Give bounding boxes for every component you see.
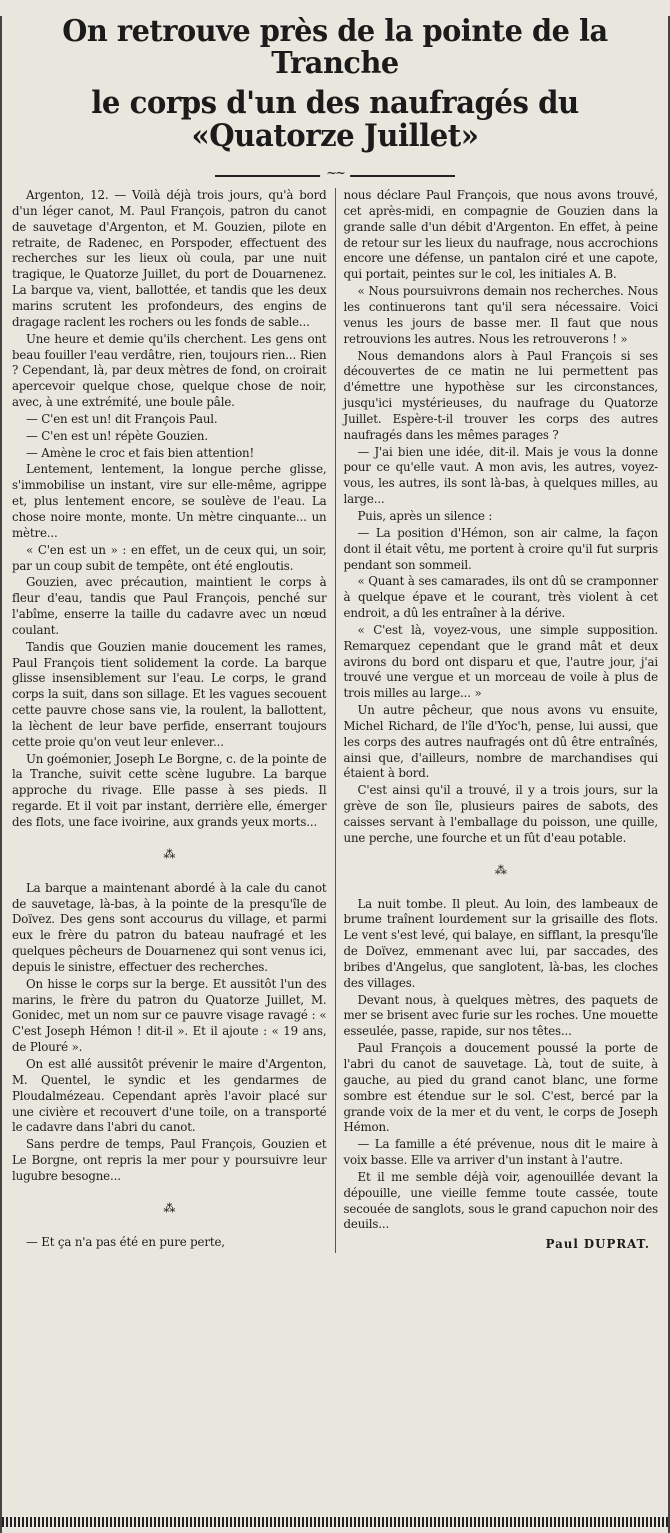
paragraph: — C'en est un! dit François Paul.	[26, 411, 218, 426]
paragraph: Tandis que Gouzien manie doucement les rames, Paul François tient solidement la corde. La barque glisse insensiblement sur l'eau. Le corps, le grand corps la suit, dans son sillage. Et les vagues secouent cette pauvre chose sans vie, la roulent, la ballottent, la lèchent de leur bave perfide, enserrant toujours cette proie qu'on veut leur enlever...	[12, 639, 327, 749]
paragraph: Devant nous, à quelques mètres, des paquets de mer se brisent avec furie sur les roches. Une mouette esseulée, passe, rapide, sur nos têtes...	[343, 992, 658, 1039]
paragraph: — J'ai bien une idée, dit-il. Mais je vous la donne pour ce qu'elle vaut. A mon avis, les autres, voyez-vous, les autres, ils sont là-bas, à quelques milles, au large...	[343, 444, 658, 507]
paragraph: — Et ça n'a pas été en pure perte,	[26, 1234, 225, 1249]
section-separator: ⁂	[494, 862, 507, 877]
paragraph: Lentement, lentement, la longue perche glisse, s'immobilise un instant, vire sur elle-même, agrippe et, plus lentement encore, se soulève de l'eau. La chose noire monte, monte. Un mètre cinquante... un mètre...	[12, 462, 327, 540]
headline-line-1: On retrouve près de la pointe de la Tranche	[62, 14, 608, 81]
paragraph: Nous demandons alors à Paul François si ses découvertes de ce matin ne lui permettent pas d'émettre une hypothèse sur les circonstances, jusqu'ici mystérieuses, du naufrage du Quatorze Juillet. Espère-t-il trouver les corps des autres naufragés dans les mêmes parages ?	[343, 348, 658, 442]
bottom-rule	[2, 1517, 668, 1527]
left-column	[12, 188, 336, 1253]
paragraph: Paul François a doucement poussé la porte de l'abri du canot de sauvetage. Là, tout de suite, à gauche, au pied du grand canot blanc, une forme sombre est étendue sur le sol. C'est, bercé par la grande voix de la mer et du vent, le corps de Joseph Hémon.	[343, 1041, 658, 1135]
paragraph: « Nous poursuivrons demain nos recherches. Nous les continuerons tant qu'il sera nécessaire. Voici venus les jours de basse mer. Il faut que nous retrouvions les autres. Nous les retrouverons ! »	[343, 284, 658, 346]
paragraph: C'est ainsi qu'il a trouvé, il y a trois jours, sur la grève de son île, plusieurs paires de sabots, des caisses servant à l'emballage du poisson, une quille, une perche, une fourche et un fût d'eau potable.	[343, 783, 658, 845]
paragraph: « C'est là, voyez-vous, une simple supposition. Remarquez cependant que le grand mât et deux avirons du bord ont disparu et que, l'autre jour, j'ai trouvé une vergue et un morceau de voile à plus de trois milles au large... »	[343, 622, 658, 701]
paragraph: Un autre pêcheur, que nous avons vu ensuite, Michel Richard, de l'île d'Yoc'h, pense, lui aussi, que les corps des autres naufragés ont dû être entraînés, ainsi que, d'ailleurs, nombre de marchandises qui étaient à bord.	[343, 703, 658, 781]
paragraph: Une heure et demie qu'ils cherchent. Les gens ont beau fouiller l'eau verdâtre, rien, toujours rien... Rien ? Cependant, là, par deux mètres de fond, on croirait apercevoir quelque chose, quelque chose de noir, avec, à une extrémité, une boule pâle.	[12, 331, 327, 410]
newspaper-page	[0, 16, 670, 1533]
paragraph: On est allé aussitôt prévenir le maire d'Argenton, M. Quentel, le syndic et les gendarmes de Ploudalmézeau. Cependant après l'avoir placé sur une civière et recouvert d'une toile, on a transporté le cadavre dans l'abri du canot.	[12, 1056, 327, 1135]
paragraph: — Amène le croc et fais bien attention!	[26, 445, 255, 460]
paragraph: nous déclare Paul François, que nous avons trouvé, cet après-midi, en compagnie de Gouzien dans la grande salle d'un débit d'Argenton. En effet, à peine de retour sur les lieux du naufrage, nous accrochions encore une défense, un pantalon ciré et une capote, qui portait, peintes sur le col, les initiales A. B.	[343, 188, 658, 282]
paragraph: La barque a maintenant abordé à la cale du canot de sauvetage, là-bas, à la pointe de la presqu'île de Doïvez. Des gens sont accourus du village, et parmi eux le frère du patron du bateau naufragé et les quelques pêcheurs de Douarnenez qui sont venus ici, depuis le sinistre, effectuer des recherches.	[12, 880, 327, 974]
paragraph: On hisse le corps sur la berge. Et aussitôt l'un des marins, le frère du patron du Quatorze Juillet, M. Gonidec, met un nom sur ce pauvre visage ravagé : « C'est Joseph Hémon ! dit-il ». Et il ajoute : « 19 ans, de Plouré ».	[12, 976, 327, 1055]
headline-line-2: le corps d'un des naufragés du «Quatorze Juillet»	[91, 85, 579, 154]
right-column	[336, 188, 659, 1253]
paragraph: « C'en est un » : en effet, un de ceux qui, un soir, par un coup subit de tempête, ont été engloutis.	[12, 542, 327, 573]
paragraph: Gouzien, avec précaution, maintient le corps à fleur d'eau, tandis que Paul François, penché sur l'abîme, enserre la taille du cadavre avec un nœud coulant.	[12, 575, 327, 637]
author-signature: Paul DUPRAT.	[545, 1237, 650, 1252]
paragraph: Puis, après un silence :	[357, 508, 493, 523]
paragraph: Un goémonier, Joseph Le Borgne, c. de la pointe de la Tranche, suivit cette scène lugubre. La barque approche du rivage. Elle passe à ses pieds. Il regarde. Et il voit par instant, derrière elle, émerger des flots, une face ivoirine, aux grands yeux morts...	[12, 751, 327, 829]
section-separator: ⁂	[163, 1200, 176, 1215]
ornament-divider	[12, 162, 658, 176]
paragraph: « Quant à ses camarades, ils ont dû se cramponner à quelque épave et le courant, très violent à cet endroit, a dû les entraîner à la dérive.	[343, 574, 658, 621]
paragraph: — C'en est un! répète Gouzien.	[26, 428, 208, 443]
section-separator: ⁂	[163, 846, 176, 861]
article-columns	[12, 188, 658, 1253]
paragraph: La nuit tombe. Il pleut. Au loin, des lambeaux de brume traînent lourdement sur la grisaille des flots. Le vent s'est levé, qui balaye, en sifflant, la presqu'île de Doïvez, emmenant avec lui, par saccades, des bribes d'Angelus, que sanglotent, là-bas, les cloches des villages.	[343, 896, 658, 990]
paragraph: Sans perdre de temps, Paul François, Gouzien et Le Borgne, ont repris la mer pour y poursuivre leur lugubre besogne...	[12, 1137, 327, 1183]
paragraph: Argenton, 12. — Voilà déjà trois jours, qu'à bord d'un léger canot, M. Paul François, patron du canot de sauvetage d'Argenton, et M. Gouzien, pilote en retraite, de Radenec, en Porspoder, effectuent des recherches sur les lieux où coula, par une nuit tragique, le Quatorze Juillet, du port de Douarnenez. La barque va, vient, ballottée, et tandis que les deux marins scrutent les profondeurs, des engins de dragage raclent les rochers ou les fonds de sable...	[12, 188, 327, 329]
paragraph: — La famille a été prévenue, nous dit le maire à voix basse. Elle va arriver d'un instant à l'autre.	[343, 1137, 658, 1168]
paragraph: — La position d'Hémon, son air calme, la façon dont il était vêtu, me portent à croire qu'il fut surpris pendant son sommeil.	[343, 525, 658, 572]
paragraph: Et il me semble déjà voir, agenouillée devant la dépouille, une vieille femme toute cassée, toute secouée de sanglots, sous le grand capuchon noir des deuils...	[343, 1169, 658, 1232]
